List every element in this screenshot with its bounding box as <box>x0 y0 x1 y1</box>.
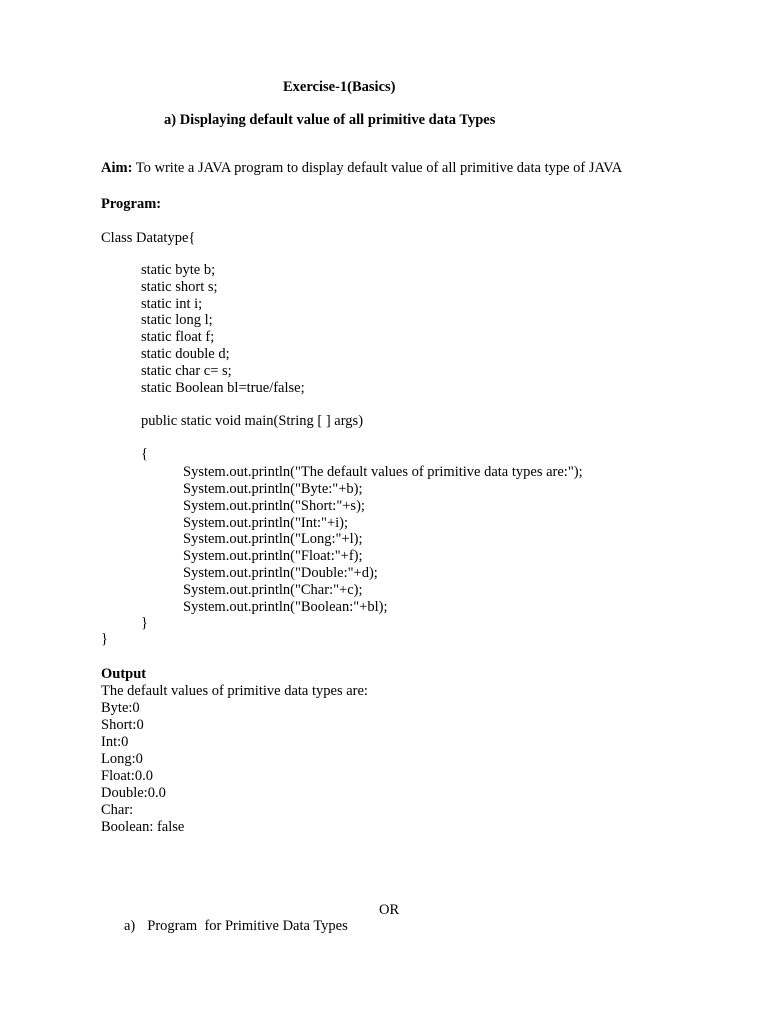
output-line: Char: <box>101 802 134 818</box>
statement-line: System.out.println("Long:"+l); <box>183 531 363 548</box>
list-item-text: Program for Primitive Data Types <box>147 918 348 934</box>
field-declaration-line: static int i; <box>141 295 203 312</box>
aim-text: To write a JAVA program to display default value of all primitive data type of JAVA <box>132 160 623 176</box>
or-separator: OR <box>379 902 400 918</box>
output-line: Boolean: false <box>101 819 185 835</box>
list-marker: a) <box>124 918 136 934</box>
statement-line: System.out.println("Double:"+d); <box>183 565 378 582</box>
output-line: Int:0 <box>101 734 129 750</box>
field-declaration-line: static Boolean bl=true/false; <box>141 379 305 396</box>
statement-line: System.out.println("Short:"+s); <box>183 497 365 514</box>
output-label: Output <box>101 666 147 682</box>
section-heading: a) Displaying default value of all primitive data Types <box>164 112 496 128</box>
statement-line: System.out.println("Float:"+f); <box>183 548 363 565</box>
output-line: Double:0.0 <box>101 785 166 801</box>
output-line: Float:0.0 <box>101 768 153 784</box>
output-line: Long:0 <box>101 751 143 767</box>
class-declaration: Class Datatype{ <box>101 230 196 246</box>
main-method-signature: public static void main(String [ ] args) <box>141 413 364 429</box>
program-label: Program: <box>101 196 162 212</box>
statement-line: System.out.println("The default values of primitive data types are:"); <box>183 464 583 480</box>
output-line: Short:0 <box>101 717 144 733</box>
list-item <box>124 918 348 935</box>
statement-line: System.out.println("Boolean:"+bl); <box>183 598 388 615</box>
field-declaration-line: static byte b; <box>141 262 216 278</box>
output-line: Byte:0 <box>101 700 140 716</box>
field-declaration-line: static short s; <box>141 278 218 295</box>
field-declaration-line: static char c= s; <box>141 362 232 379</box>
statement-line: System.out.println("Int:"+i); <box>183 514 349 531</box>
field-declaration-line: static double d; <box>141 346 230 362</box>
page-title: Exercise-1(Basics) <box>283 79 396 95</box>
method-open-brace: { <box>141 446 148 462</box>
class-close-brace: } <box>101 631 108 647</box>
aim-label: Aim: <box>101 160 133 176</box>
method-close-brace: } <box>141 615 148 631</box>
statement-line: System.out.println("Char:"+c); <box>183 581 363 598</box>
output-line: The default values of primitive data types are: <box>101 683 368 699</box>
statement-line: System.out.println("Byte:"+b); <box>183 480 363 497</box>
field-declaration-line: static long l; <box>141 312 213 329</box>
field-declaration-line: static float f; <box>141 329 215 346</box>
aim-paragraph <box>101 160 622 177</box>
